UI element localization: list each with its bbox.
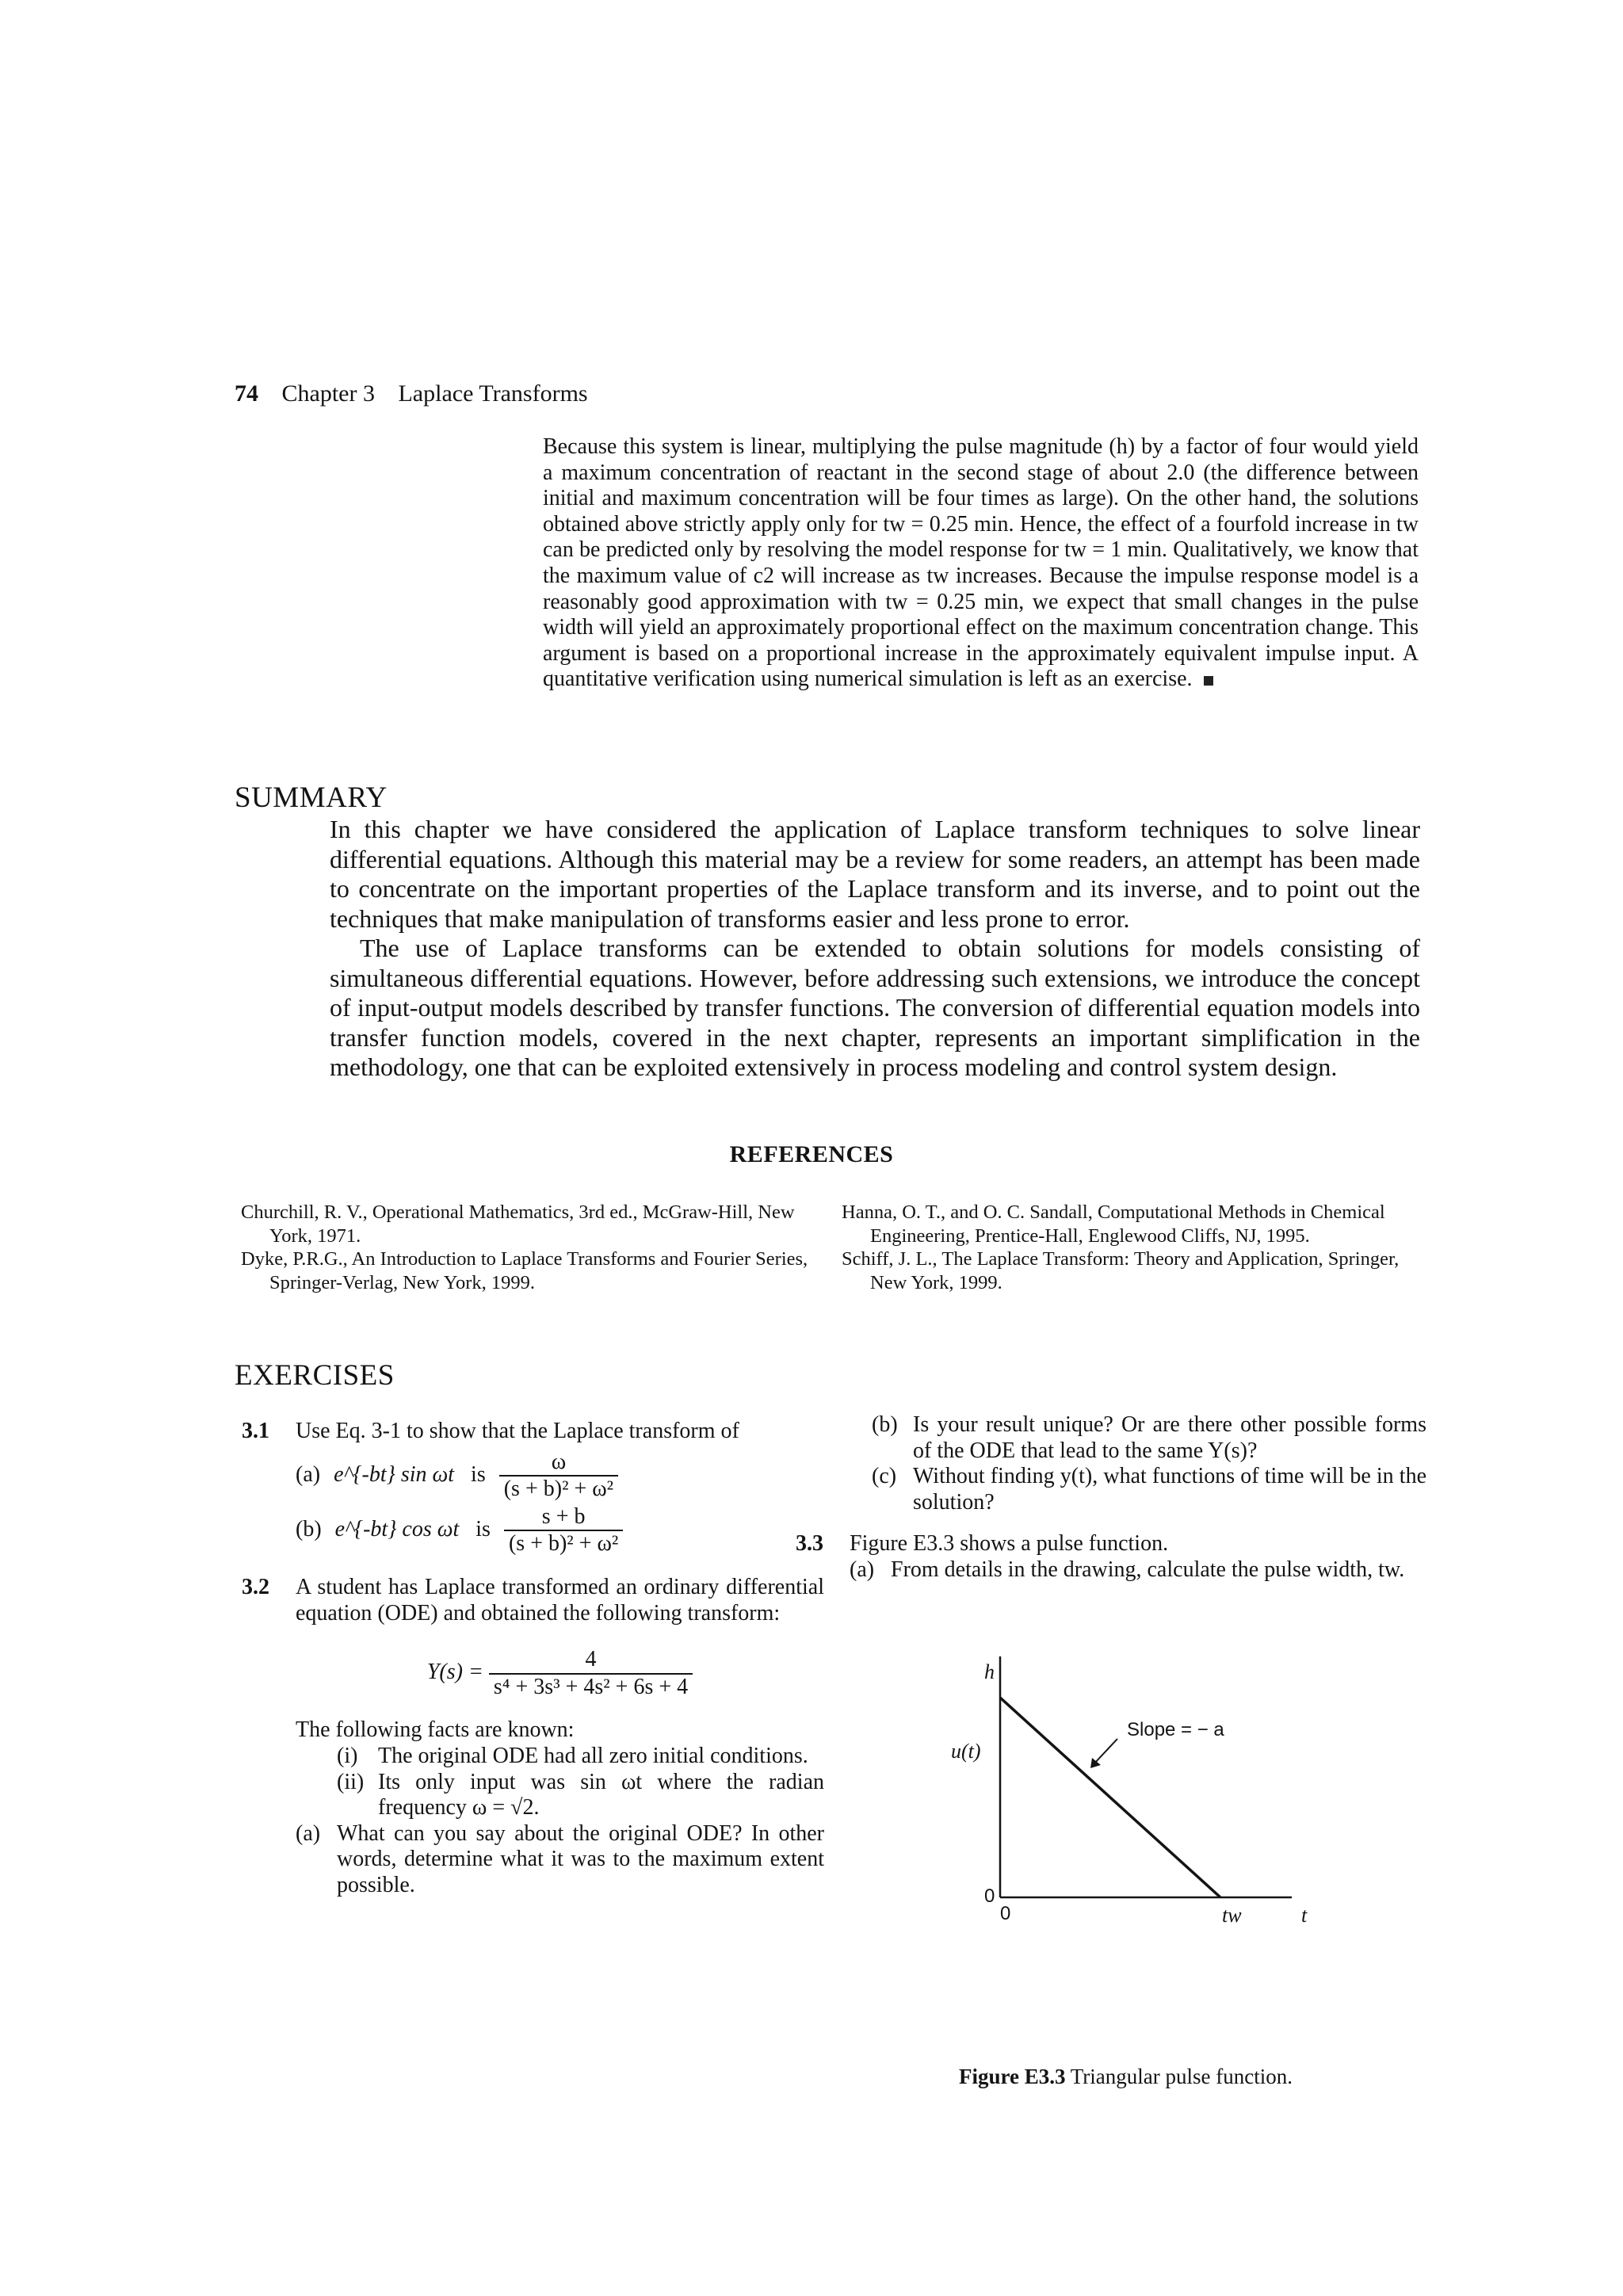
exercise-3-2 [242, 1575, 824, 1899]
item-label: (a) [296, 1820, 321, 1846]
figure-caption [959, 2064, 1300, 2089]
exercises-left-column [242, 1419, 824, 1899]
item-text: From details in the drawing, calculate the pulse width, tw. [891, 1557, 1405, 1582]
page-number: 74 [235, 380, 258, 407]
references-left-column [241, 1201, 819, 1294]
axis-label-ut: u(t) [951, 1740, 981, 1763]
item-text: The original ODE had all zero initial conditions. [378, 1743, 808, 1768]
fraction-denominator: s⁴ + 3s³ + 4s² + 6s + 4 [489, 1673, 693, 1701]
references-right-column [842, 1201, 1424, 1294]
fraction-numerator: s + b [541, 1503, 586, 1529]
transform-equation [296, 1647, 824, 1700]
item-label: (c) [872, 1464, 897, 1489]
chapter-title: Laplace Transforms [398, 380, 588, 407]
facts-intro: The following facts are known: [296, 1717, 575, 1743]
summary-heading: SUMMARY [235, 781, 388, 814]
slope-annotation: Slope = − a [1127, 1719, 1224, 1740]
example-conclusion-text: Because this system is linear, multiplying the pulse magnitude (h) by a factor of four would yield a maximum concentration of reactant in the second stage of about 2.0 (the difference between initial and maximum concentration will be four times as large). On the other hand, the solutions obtained above strictly apply only for tw = 0.25 min. Hence, the effect of a fourfold increase in tw can be predicted only by resolving the model response for tw = 1 min. Qualitatively, we know that the maximum value of c2 will increase as tw increases. Because the impulse response model is a reasonably good approximation with tw = 0.25 min, we expect that small changes in the pulse width will yield an approximately proportional effect on the maximum concentration change. This argument is based on a proportional increase in the approximately equivalent impulse input. A quantitative verification using numerical simulation is left as an exercise. [543, 434, 1419, 692]
question-item [850, 1557, 1426, 1584]
fraction-numerator: 4 [585, 1647, 597, 1672]
running-header [235, 380, 588, 407]
exercise-stem: Figure E3.3 shows a pulse function. [850, 1531, 1169, 1557]
figure-caption-text: Triangular pulse function. [1070, 2065, 1293, 2088]
axis-zero-x: 0 [1000, 1903, 1011, 1924]
fraction-denominator: (s + b)² + ω² [499, 1475, 618, 1503]
exercises-right-column [796, 1412, 1426, 1584]
math-expression: e^{-bt} sin ωt [334, 1461, 455, 1487]
chapter-label: Chapter 3 [281, 380, 375, 407]
summary-paragraph-2: The use of Laplace transforms can be extended to obtain solutions for models consisting of simultaneous differential equations. However, before addressing such extensions, we introduce the concept of input-output models described by transfer functions. The conversion of differential equation models into transfer function models, covered in the next chapter, represents an important simplification in the methodology, one that can be exploited extensively in process modeling and control system design. [330, 934, 1420, 1081]
slope-arrow-icon [1090, 1758, 1101, 1768]
exercise-stem: Use Eq. 3-1 to show that the Laplace transform of [296, 1419, 739, 1443]
figure-e3-3 [951, 1648, 1426, 2108]
item-label: (ii) [337, 1769, 365, 1794]
part-label: (a) [296, 1461, 321, 1487]
fraction [504, 1504, 623, 1557]
item-text: What can you say about the original ODE? In other words, determine what it was to the maximum extent possible. [337, 1820, 824, 1897]
summary-body [330, 815, 1420, 1083]
reference-entry: Hanna, O. T., and O. C. Sandall, Computational Methods in Chemical Engineering, Prentice-Hall, Englewood Cliffs, NJ, 1995. [842, 1201, 1385, 1247]
fact-item [337, 1744, 824, 1770]
item-text: Its only input was sin ωt where the radian frequency ω = √2. [378, 1769, 824, 1820]
fraction-denominator: (s + b)² + ω² [504, 1530, 623, 1557]
axis-zero-y: 0 [984, 1885, 995, 1907]
item-label: (i) [337, 1743, 358, 1768]
end-of-example-icon [1204, 676, 1213, 686]
axis-label-h: h [984, 1660, 995, 1683]
exercise-3-3 [796, 1531, 1426, 1583]
question-item [872, 1412, 1426, 1464]
exercise-stem: A student has Laplace transformed an ordinary differential equation (ODE) and obtained the following transform: [296, 1574, 824, 1626]
exercise-3-1 [242, 1419, 824, 1557]
figure-label: Figure E3.3 [959, 2065, 1066, 2088]
item-label: (a) [850, 1557, 875, 1582]
fraction [499, 1450, 618, 1503]
axis-label-t: t [1301, 1904, 1308, 1927]
summary-paragraph-1: In this chapter we have considered the application of Laplace transform techniques to solve linear differential equations. Although this material may be a review for some readers, an attempt has been made to concentrate on the important properties of the Laplace transform and its inverse, and to point out the techniques that make manipulation of transforms easier and less prone to error. [330, 815, 1420, 933]
reference-entry: Schiff, J. L., The Laplace Transform: Theory and Application, Springer, New York, 1999. [842, 1248, 1400, 1293]
reference-entry: Dyke, P.R.G., An Introduction to Laplace Transforms and Fourier Series, Springer-Verlag, New York, 1999. [241, 1248, 808, 1293]
equation-lhs: Y(s) = [426, 1660, 483, 1685]
exercise-part-b [296, 1504, 824, 1557]
references-heading: REFERENCES [729, 1141, 894, 1167]
exercise-part-a [296, 1450, 824, 1503]
exercise-number: 3.2 [242, 1574, 269, 1599]
question-item [296, 1821, 824, 1899]
reference-entry: Churchill, R. V., Operational Mathematics, 3rd ed., McGraw-Hill, New York, 1971. [241, 1201, 795, 1247]
exercise-number: 3.1 [242, 1419, 269, 1443]
tick-label-tw: tw [1222, 1904, 1242, 1927]
triangular-pulse-plot [951, 1648, 1426, 2076]
item-label: (b) [872, 1412, 898, 1437]
is-word: is [471, 1461, 486, 1487]
example-conclusion [543, 434, 1419, 693]
item-text: Is your result unique? Or are there other possible forms of the ODE that lead to the same Y(s)? [913, 1412, 1426, 1463]
slope-leader-line [1094, 1739, 1117, 1764]
item-text: Without finding y(t), what functions of time will be in the solution? [913, 1464, 1426, 1515]
is-word: is [475, 1516, 491, 1541]
fraction [489, 1647, 693, 1700]
part-label: (b) [296, 1516, 322, 1541]
exercises-heading: EXERCISES [235, 1359, 395, 1392]
fraction-numerator: ω [551, 1449, 567, 1474]
exercise-number: 3.3 [796, 1531, 823, 1557]
question-item [872, 1464, 1426, 1515]
fact-item [337, 1770, 824, 1821]
math-expression: e^{-bt} cos ωt [334, 1516, 460, 1541]
